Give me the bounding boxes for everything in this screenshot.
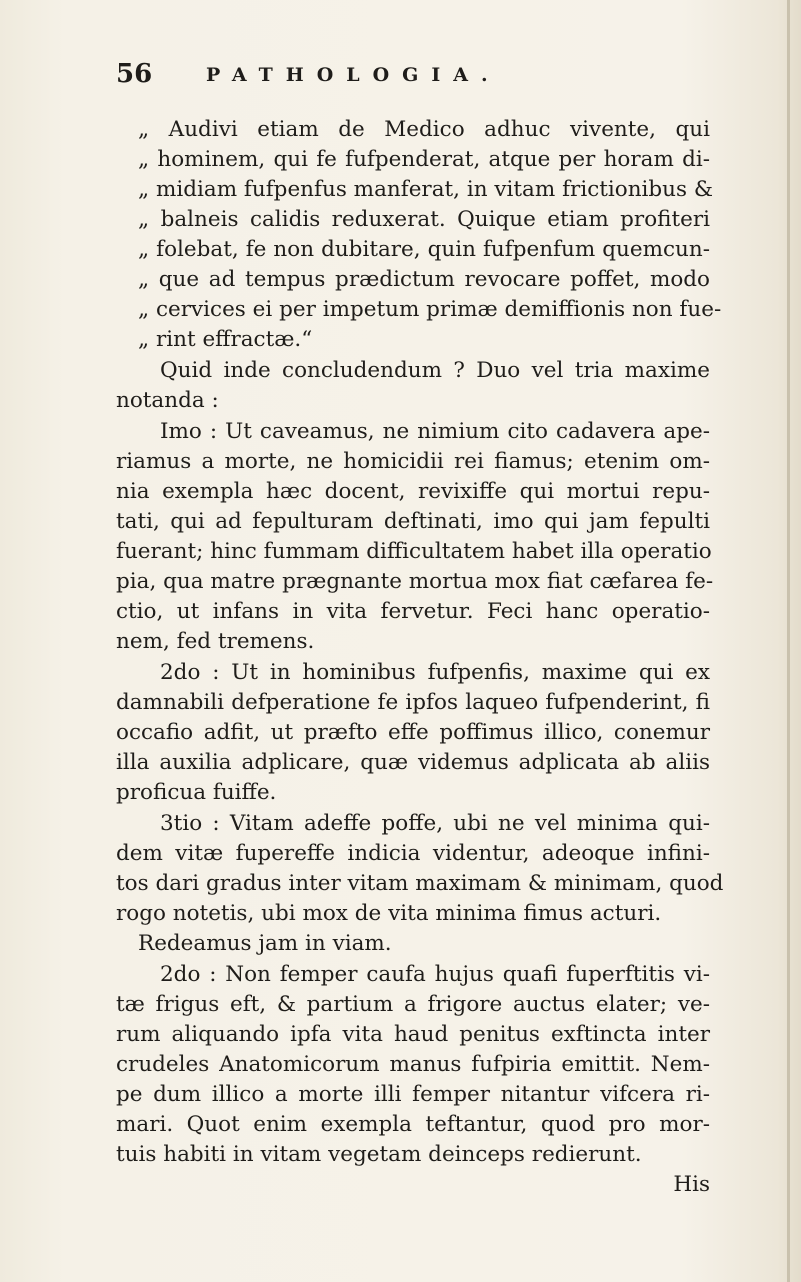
text-line: 2do : Ut in hominibus fufpenfis, maxime qui ex: [160, 660, 710, 685]
text-line: crudeles Anatomicorum manus fufpiria emittit. Nem-: [116, 1052, 710, 1077]
text-line: occafio adfit, ut præfto effe poffimus illico, conemur: [116, 720, 710, 745]
text-line: riamus a morte, ne homicidii rei fiamus; etenim om-: [116, 449, 710, 474]
text-line: „ midiam fufpenfus manferat, in vitam frictionibus &: [138, 177, 714, 202]
text-line: rogo notetis, ubi mox de vita minima fimus acturi.: [116, 901, 662, 926]
text-line: „ folebat, fe non dubitare, quin fufpenfum quemcun-: [138, 237, 710, 262]
text-line: 2do : Non femper caufa hujus quafi fuperftitis vi-: [160, 962, 710, 987]
text-line: ctio, ut infans in vita fervetur. Feci hanc operatio-: [116, 599, 710, 624]
text-line: fuerant; hinc fummam difficultatem habet illa operatio: [116, 539, 712, 564]
catchword: His: [673, 1172, 710, 1197]
text-line: pe dum illico a morte illi femper nitantur vifcera ri-: [116, 1082, 710, 1107]
text-line: tos dari gradus inter vitam maximam & minimam, quod: [116, 871, 724, 896]
text-line: mari. Quot enim exempla teftantur, quod pro mor-: [116, 1112, 710, 1137]
text-line: pia, qua matre prægnante mortua mox fiat cæfarea fe-: [116, 569, 714, 594]
text-line: Imo : Ut caveamus, ne nimium cito cadavera ape-: [160, 419, 710, 444]
text-line: tæ frigus eft, & partium a frigore auctus elater; ve-: [116, 992, 710, 1017]
text-line: nem, fed tremens.: [116, 629, 315, 654]
page-number: 56: [116, 59, 153, 89]
text-line: „ balneis calidis reduxerat. Quique etiam profiteri: [138, 207, 710, 232]
text-line: proficua fuiffe.: [116, 780, 277, 805]
text-line: tati, qui ad fepulturam deftinati, imo qui jam fepulti: [116, 509, 710, 534]
text-line: „ Audivi etiam de Medico adhuc vivente, qui: [138, 117, 710, 142]
text-line: damnabili defperatione fe ipfos laqueo fufpenderint, fi: [116, 690, 710, 715]
running-head: PATHOLOGIA.: [206, 64, 501, 86]
text-line: 3tio : Vitam adeffe poffe, ubi ne vel minima qui-: [160, 811, 710, 836]
text-line: illa auxilia adplicare, quæ videmus adplicata ab aliis: [116, 750, 710, 775]
text-line: Quid inde concludendum ? Duo vel tria maxime: [160, 358, 710, 383]
text-line: „ cervices ei per impetum primæ demiffionis non fue-: [138, 297, 722, 322]
text-line: „ que ad tempus prædictum revocare poffet, modo: [138, 267, 710, 292]
text-line: Redeamus jam in viam.: [138, 931, 392, 956]
text-line: tuis habiti in vitam vegetam deinceps redierunt.: [116, 1142, 642, 1167]
text-line: notanda :: [116, 388, 219, 413]
page-edge: [787, 0, 790, 1282]
text-line: „ rint effractæ.“: [138, 327, 313, 352]
text-line: nia exempla hæc docent, revixiffe qui mortui repu-: [116, 479, 710, 504]
text-line: dem vitæ fupereffe indicia videntur, adeoque infini-: [116, 841, 710, 866]
text-line: „ hominem, qui fe fufpenderat, atque per horam di-: [138, 147, 710, 172]
text-line: rum aliquando ipfa vita haud penitus exftincta inter: [116, 1022, 710, 1047]
page-header: [116, 56, 716, 92]
